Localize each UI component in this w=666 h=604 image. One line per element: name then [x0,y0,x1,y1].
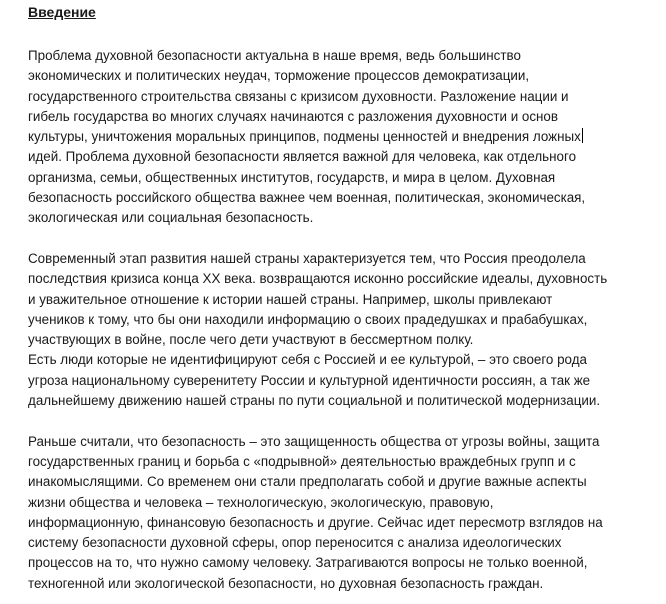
text-line: экологическая или социальная безопасность. [28,210,314,226]
document-page[interactable] [28,2,660,594]
text-line: процессов на то, что нужно самому человеку. Затрагиваются вопросы не только военной, [28,555,588,571]
text-line: безопасность российского общества важнее чем военная, политическая, экономическая, [28,190,586,206]
text-line: инакомыслящими. Со временем они стали предполагать собой и другие важные аспекты [28,474,587,490]
text-line: дальнейшему движению нашей страны по пути социальной и политической модернизации. [28,393,601,409]
document-heading: Введение [28,4,96,20]
text-line: организма, семьи, общественных институтов, государств, и мира в целом. Духовная [28,169,556,185]
text-line: угроза национальному суверенитету России и культурной идентичности россиян, а так же [28,372,591,388]
text-line: жизни общества и человека – технологическую, экологическую, правовую, [28,494,494,510]
text-line-with-caret [28,127,660,147]
text-line: гибель государства во многих случаях начинаются с разложения духовности и основ [28,108,558,124]
text-line: и уважительное отношение к истории нашей страны. Например, школы привлекают [28,291,553,307]
text-line: экономических и политических неудач, торможение процессов демократизации, [28,68,530,84]
text-line: идей. Проблема духовной безопасности является важной для человека, как отдельного [28,149,577,165]
text-line: информационную, финансовую безопасность и другие. Сейчас идет пересмотр взглядов на [28,514,603,530]
text-line: последствия кризиса конца XX века. возвращаются исконно российские идеалы, духовность [28,271,608,287]
text-cursor[interactable] [582,128,583,143]
text-line: Есть люди которые не идентифицируют себя с Россией и ее культурой, – это своего рода [28,352,587,368]
text-line: учеников к тому, что бы они находили информацию о своих прадедушках и прабабушках, [28,311,588,327]
paragraph-2 [28,249,660,411]
text-line: государственного строительства связаны с кризисом духовности. Разложение нации и [28,88,569,104]
text-line: участвующих в войне, после чего дети участвуют в бессмертном полку. [28,332,474,348]
paragraph-spacer [28,411,660,431]
paragraph-1 [28,46,660,229]
text-line: Современный этап развития нашей страны характеризуется тем, что Россия преодолела [28,250,586,266]
text-line: культуры, уничтожения моральных принципов, подмены ценностей и внедрения ложных [28,129,581,145]
paragraph-3 [28,432,660,594]
paragraph-spacer [28,229,660,249]
text-line: техногенной или экологической безопасности, но духовная безопасность граждан. [28,575,544,591]
text-line: государственных границ и борьба с «подрывной» деятельностью враждебных групп и с [28,453,576,469]
text-line: систему безопасности духовной сферы, опор переносится с анализа идеологических [28,535,562,551]
text-line: Раньше считали, что безопасность – это защищенность общества от угрозы войны, защита [28,433,600,449]
text-line: Проблема духовной безопасности актуальна в наше время, ведь большинство [28,48,521,63]
